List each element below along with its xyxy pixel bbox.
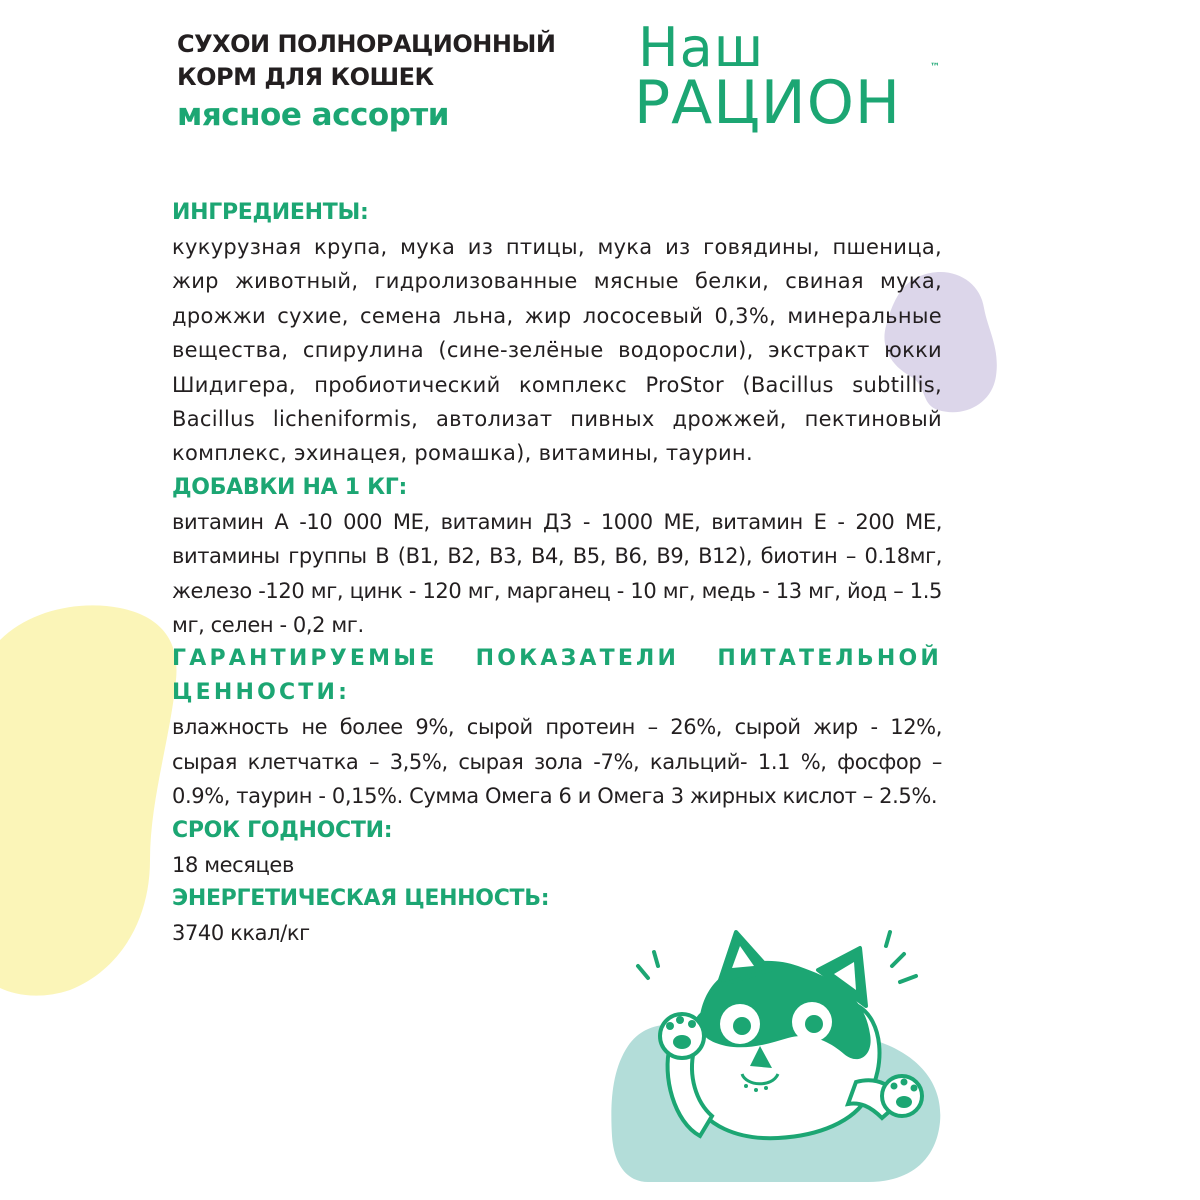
product-title-line1: СУХОИ ПОЛНОРАЦИОННЫЙ [177,30,556,58]
energy-text: 3740 ккал/кг [172,921,310,946]
nutrition-heading: ГАРАНТИРУЕМЫЕ ПОКАЗАТЕЛИ ПИТАТЕЛЬНОЙ ЦЕННОСТИ: [172,646,942,706]
brand-logo [634,18,954,138]
cat-illustration [608,926,948,1182]
product-info [172,196,942,951]
product-title [177,28,555,136]
cat-right-eye [792,1002,832,1042]
product-title-line2: КОРМ ДЛЯ КОШЕК [177,63,434,91]
nutrition-text: влажность не более 9%, сырой протеин – 26%, сырой жир - 12%, сырая клетчатка – 3,5%, сырая зола -7%, кальций- 1.1 %, фосфор – 0.9%, таурин - 0,15%. Сумма Омега 6 и Омега 3 жирных кислот – 2.5%. [172,715,942,809]
cat-left-eye [720,1004,760,1044]
additives-heading: ДОБАВКИ НА 1 КГ: [172,474,407,500]
logo-word-nash: Наш [638,16,765,79]
logo-word-ration: РАЦИОН [634,68,902,138]
shelf-life-heading: СРОК ГОДНОСТИ: [172,817,393,843]
ingredients-text: кукурузная крупа, мука из птицы, мука из говядины, пшеница, жир животный, гидролизованные мясные белки, свиная мука, дрожжи сухие, семена льна, жир лососевый 0,3%, минеральные вещества, спирулина (сине-зелёные водоросли), экстракт юкки Шидигера, пробиотический комплекс ProStor (Bacillus subtillis, Bacillus licheniformis, автолизат пивных дрожжей, пектиновый комплекс, эхинацея, ромашка), витамины, таурин. [172,235,942,466]
energy-heading: ЭНЕРГЕТИЧЕСКАЯ ЦЕННОСТЬ: [172,886,550,912]
additives-text: витамин А -10 000 МЕ, витамин Д3 - 1000 МЕ, витамин Е - 200 МЕ, витамины группы В (В1, В2, В3, В4, В5, В6, В9, В12), биотин – 0.18мг, железо -120 мг, цинк - 120 мг, марганец - 10 мг, медь - 13 мг, йод – 1.5 мг, селен - 0,2 мг. [172,509,942,638]
product-flavor: мясное ассорти [177,97,449,133]
ingredients-heading: ИНГРЕДИЕНТЫ: [172,200,369,225]
shelf-life-text: 18 месяцев [172,852,294,877]
trademark-symbol: ™ [930,62,940,73]
